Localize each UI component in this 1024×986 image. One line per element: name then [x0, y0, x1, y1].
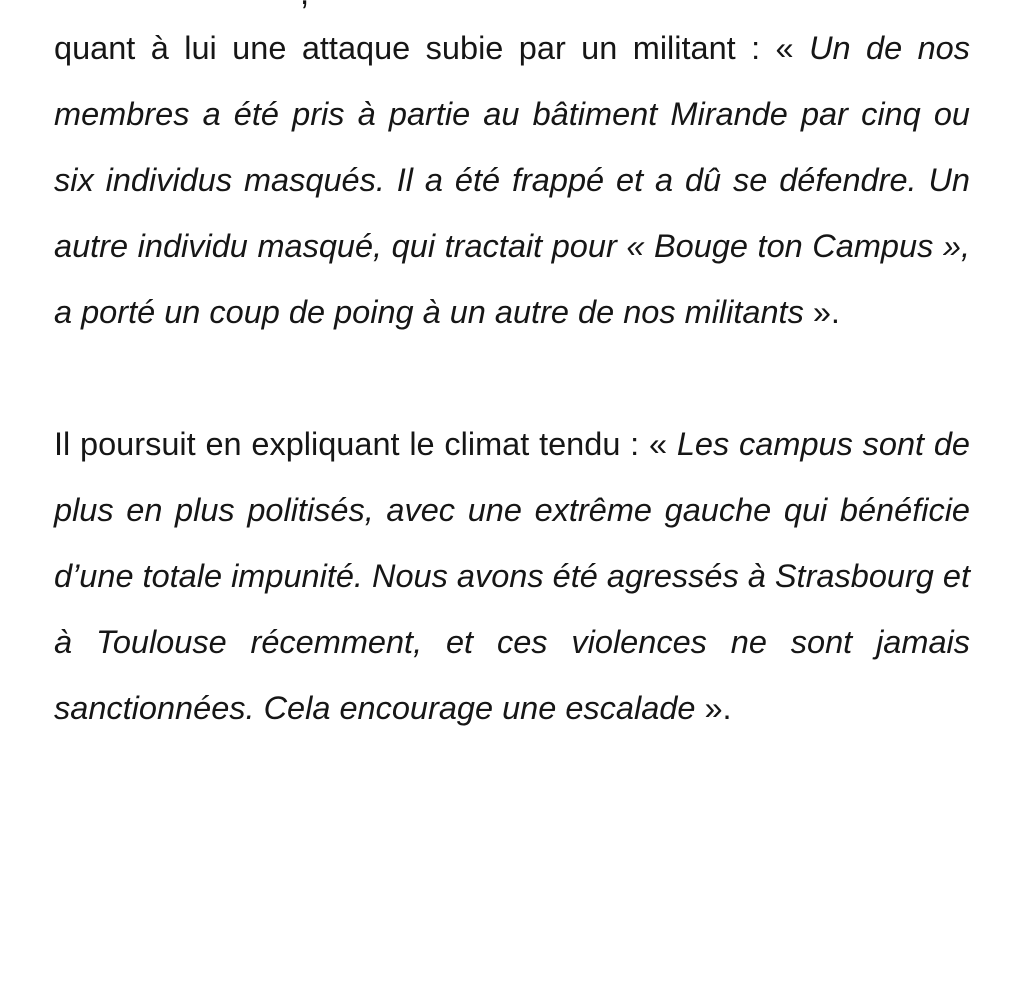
previous-line-fragment: [0, 0, 1024, 10]
paragraph-climate: [54, 411, 970, 741]
paragraph-close: ».: [803, 294, 840, 330]
paragraph-quote: Les campus sont de plus en plus politisés, avec une extrême gauche qui bénéficie d’une totale impunité. Nous avons été agressés à Strasbourg et à Toulouse récemment, et ces violences ne sont jamais sanctionnées. Cela encourage une escalade: [54, 426, 970, 726]
paragraph-close: ».: [695, 690, 732, 726]
paragraph-quote: Un de nos membres a été pris à partie au bâtiment Mirande par cinq ou six individus masqués. Il a été frappé et a dû se défendre. Un autre individu masqué, qui tractait pour « Bouge ton Campus », a porté un coup de poing à un autre de nos militants: [54, 30, 970, 330]
paragraph-intro: Il poursuit en expliquant le climat tendu : «: [54, 426, 677, 462]
article-text: [54, 15, 970, 741]
paragraph-intro: quant à lui une attaque subie par un militant : «: [54, 30, 810, 66]
paragraph-attack-report: [54, 15, 970, 345]
